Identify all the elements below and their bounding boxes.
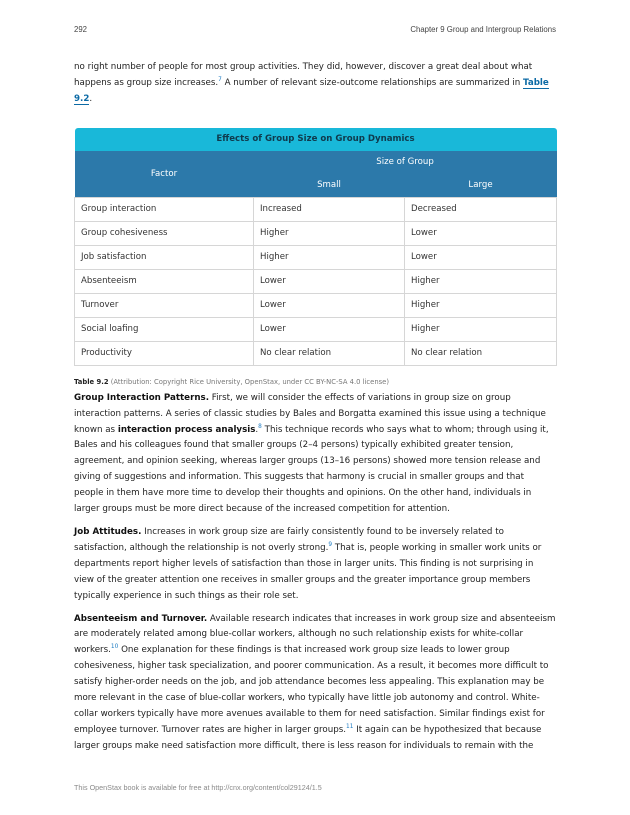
header-factor: Factor — [75, 151, 254, 198]
header-small: Small — [254, 174, 405, 198]
page-content — [74, 60, 556, 762]
cell-factor: Job satisfaction — [75, 245, 254, 269]
table-row — [75, 341, 557, 365]
paragraph-text: One explanation for these findings is that increased work group size leads to lower group cohesiveness, higher task specialization, and poorer communication. As a result, it becomes more difficult to satisfy higher-order needs on the job, and job attendance becomes less appealing. This explanation may be more relevant in the case of blue-collar workers, who typically have little job autonomy and control. White-collar workers typically have more avenues available to them for need satisfaction. Similar findings exist for employee turnover. Turnover rates are higher in larger groups. — [74, 645, 549, 735]
header-size-of-group: Size of Group — [254, 151, 557, 174]
paragraph-text: It again can be hypothesized that because larger groups make need satisfaction more difficult, there is less reason for individuals to remain with the — [74, 724, 542, 751]
table-row — [75, 245, 557, 269]
cell-large: Higher — [405, 293, 557, 317]
cell-small: Lower — [254, 269, 405, 293]
cell-factor: Group interaction — [75, 197, 254, 221]
paragraph-text: Increases in work group size are fairly consistently found to be inversely related to satisfaction, although the relationship is not overly strong. — [74, 526, 504, 553]
intro-text-3: . — [89, 93, 93, 104]
paragraph-text: This technique records who says what to whom; through using it, Bales and his colleagues found that smaller groups (2–4 persons) typically exhibited greater tension, agreement, and opinion seeking, whereas larger groups (13–16 persons) showed more tension release and giving of suggestions and information. This suggests that harmony is crucial in smaller groups and that people in them have more time to develop their thoughts and opinions. On the other hand, individuals in larger groups must be more direct because of the increased competition for attention. — [74, 424, 549, 515]
table-row — [75, 197, 557, 221]
paragraph-job-attitudes — [74, 525, 556, 605]
paragraph-text: That is, people working in smaller work units or departments report higher levels of satisfaction than those in larger units. This finding is not surprising in view of the greater attention one receives in smaller groups and the greater importance group members typically experience in such things as their role set. — [74, 542, 542, 601]
paragraph-heading: Absenteeism and Turnover. — [74, 613, 208, 624]
table-title: Effects of Group Size on Group Dynamics — [75, 128, 557, 151]
intro-text-2: A number of relevant size-outcome relationships are summarized in — [221, 77, 524, 88]
paragraph-text: . — [255, 424, 259, 435]
cell-small: No clear relation — [254, 341, 405, 365]
paragraph-heading: Group Interaction Patterns. — [74, 392, 210, 403]
intro-paragraph — [74, 60, 556, 108]
table-row — [75, 293, 557, 317]
paragraph-interaction-patterns — [74, 391, 556, 518]
cell-small: Higher — [254, 245, 405, 269]
cell-large: Higher — [405, 317, 557, 341]
cell-factor: Absenteeism — [75, 269, 254, 293]
footnote-ref-8[interactable]: 8 — [258, 423, 262, 430]
cell-factor: Productivity — [75, 341, 254, 365]
paragraph-text: Available research indicates that increases in work group size and absenteeism are moderately related among blue-collar workers, although no such relationship exists for white-collar workers. — [74, 613, 556, 656]
group-size-table — [74, 128, 557, 366]
table-caption-attribution: (Attribution: Copyright Rice University, OpenStax, under CC BY-NC-SA 4.0 license) — [108, 377, 390, 386]
cell-large: Decreased — [405, 197, 557, 221]
key-term: interaction process analysis — [117, 424, 256, 435]
intro-text: no right number of people for most group activities. They did, however, discover a great deal about what happens as group size increases. — [74, 62, 533, 88]
cell-factor: Social loafing — [75, 317, 254, 341]
table-reference-link[interactable]: Table 9.2 — [74, 77, 549, 104]
page-number: 292 — [74, 25, 88, 34]
header-large: Large — [405, 174, 557, 198]
page-footer: This OpenStax book is available for free at http://cnx.org/content/col29124/1.5 — [74, 783, 322, 792]
cell-factor: Turnover — [75, 293, 254, 317]
paragraph-text: First, we will consider the effects of variations in group size on group interaction patterns. A series of classic studies by Bales and Borgatta examined this issue using a technique known as — [74, 392, 546, 435]
footnote-ref-10[interactable]: 10 — [110, 644, 119, 651]
footnote-ref-11[interactable]: 11 — [346, 723, 354, 730]
cell-small: Lower — [254, 293, 405, 317]
cell-large: No clear relation — [405, 341, 557, 365]
table-caption — [74, 378, 556, 386]
cell-large: Higher — [405, 269, 557, 293]
table-row — [75, 269, 557, 293]
table-row — [75, 317, 557, 341]
footnote-ref-9[interactable]: 9 — [328, 541, 333, 548]
paragraph-absenteeism-turnover — [74, 612, 556, 755]
cell-small: Higher — [254, 221, 405, 245]
cell-large: Lower — [405, 245, 557, 269]
cell-large: Lower — [405, 221, 557, 245]
cell-small: Lower — [254, 317, 405, 341]
chapter-title: Chapter 9 Group and Intergroup Relations — [410, 25, 556, 34]
table-row — [75, 221, 557, 245]
table-container — [74, 128, 556, 366]
footnote-ref-7[interactable]: 7 — [218, 77, 222, 84]
cell-small: Increased — [254, 197, 405, 221]
paragraph-heading: Job Attitudes. — [74, 526, 142, 537]
table-caption-label: Table 9.2 — [74, 377, 109, 386]
page-header — [74, 25, 556, 37]
cell-factor: Group cohesiveness — [75, 221, 254, 245]
